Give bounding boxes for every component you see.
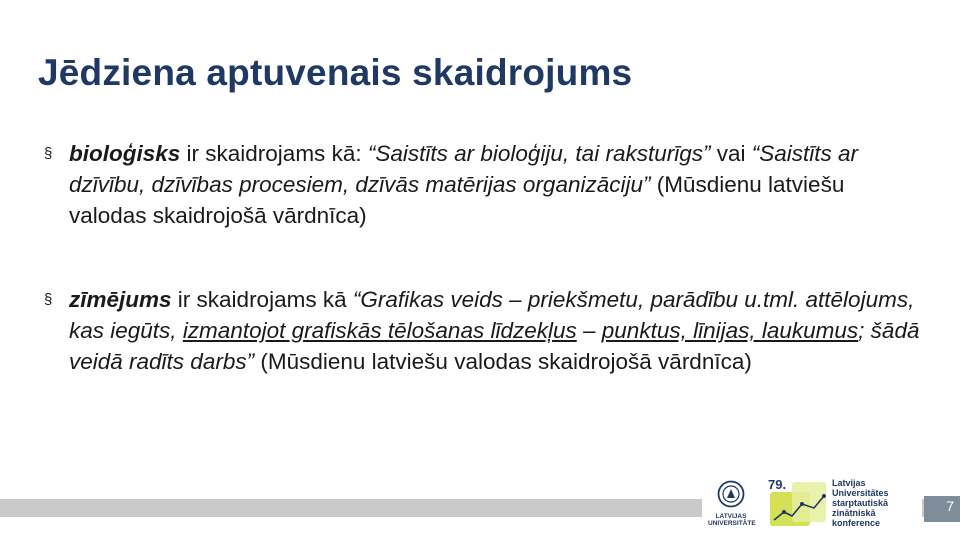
term-zimejums: zīmējums — [69, 287, 172, 312]
quote-part: ; šādā veidā radīts darbs” — [69, 318, 920, 374]
bullet-marker: § — [44, 145, 53, 162]
conference-name-line: Latvijas — [832, 478, 866, 488]
conference-name-line: konference — [832, 518, 881, 528]
conference-logo — [764, 474, 836, 530]
bullet-biologisks — [44, 138, 924, 231]
underlined-part: punktus, līnijas, laukumus — [601, 318, 859, 343]
conference-name-line: starptautiskā — [832, 498, 889, 508]
underlined-part: izmantojot grafiskās tēlošanas līdzekļus — [182, 318, 577, 343]
lu-logo-line2: UNIVERSITĀTE — [708, 520, 756, 527]
lu-logo-line1: LATVIJAS — [715, 513, 747, 520]
conference-name-line: Universitātes — [832, 488, 889, 498]
quote-part: “Saistīts ar dzīvību, dzīvības procesiem, dzīvās matērijas organizāciju” — [69, 141, 859, 197]
conference-name — [832, 478, 889, 528]
conference-emblem-icon — [764, 474, 836, 530]
bullet-marker: § — [44, 291, 53, 308]
page-number: 7 — [946, 498, 954, 514]
text-part: vai — [710, 141, 752, 166]
bullet-text — [69, 138, 924, 231]
lu-logo — [708, 480, 754, 527]
lu-emblem-icon — [717, 480, 745, 508]
footer-logos — [702, 470, 922, 534]
text-part: ir skaidrojams kā: — [180, 141, 368, 166]
slide-title: Jēdziena aptuvenais skaidrojums — [38, 52, 633, 93]
bullet-text — [69, 284, 924, 377]
source-part: (Mūsdienu latviešu valodas skaidrojošā vārdnīca) — [69, 172, 845, 228]
source-part: (Mūsdienu latviešu valodas skaidrojošā vārdnīca) — [254, 349, 752, 374]
text-part: ir skaidrojams kā — [171, 287, 353, 312]
conference-name-line: zinātniskā — [832, 508, 876, 518]
bullet-zimejums — [44, 284, 924, 377]
quote-part: – — [576, 318, 602, 343]
quote-part: “Saistīts ar bioloģiju, tai raksturīgs” — [367, 141, 711, 166]
term-biologisks: bioloģisks — [69, 141, 181, 166]
conference-number: 79. — [768, 477, 787, 492]
quote-part: “Grafikas veids – priekšmetu, parādību u.tml. attēlojums, kas iegūts, — [69, 287, 915, 343]
